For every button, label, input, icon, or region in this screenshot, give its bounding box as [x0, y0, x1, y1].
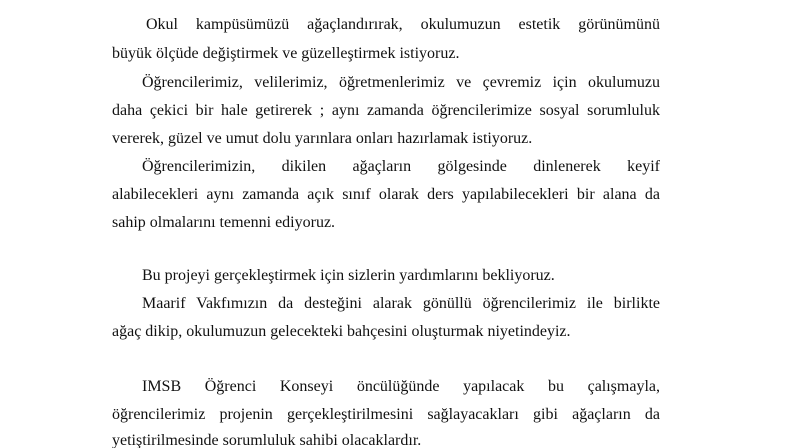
- paragraph-2-line-1: Öğrencilerimiz, velilerimiz, öğretmenlerimiz ve çevremiz için okulumuzu: [142, 74, 660, 91]
- paragraph-6-line-1: IMSB Öğrenci Konseyi öncülüğünde yapılacak bu çalışmayla,: [142, 378, 660, 395]
- paragraph-5-line-1: Maarif Vakfımızın da desteğini alarak gönüllü öğrencilerimiz ile birlikte: [142, 295, 660, 312]
- paragraph-3-line-1: Öğrencilerimizin, dikilen ağaçların gölgesinde dinlenerek keyif: [142, 158, 660, 175]
- paragraph-6-line-2: öğrencilerimiz projenin gerçekleştirilmesini sağlayacakları gibi ağaçların da: [112, 406, 660, 423]
- paragraph-2-line-3: vererek, güzel ve umut dolu yarınlara onları hazırlamak istiyoruz.: [112, 130, 533, 147]
- paragraph-1-line-1: Okul kampüsümüzü ağaçlandırırak, okulumuzun estetik görünümünü: [146, 16, 660, 33]
- paragraph-3-line-2: alabilecekleri aynı zamanda açık sınıf olarak ders yapılabilecekleri bir alana da: [112, 186, 660, 203]
- paragraph-3-line-3: sahip olmalarını temenni ediyoruz.: [112, 214, 336, 231]
- paragraph-1-line-2: büyük ölçüde değiştirmek ve güzelleştirmek istiyoruz.: [112, 45, 460, 62]
- paragraph-2-line-2: daha çekici bir hale getirerek ; aynı zamanda öğrencilerimize sosyal sorumluluk: [112, 102, 660, 119]
- paragraph-5-line-2: ağaç dikip, okulumuzun gelecekteki bahçesini oluşturmak niyetindeyiz.: [112, 323, 571, 340]
- paragraph-4-line-1: Bu projeyi gerçekleştirmek için sizlerin yardımlarını bekliyoruz.: [142, 267, 555, 284]
- paragraph-6-line-3: yetiştirilmesinde sorumluluk sahibi olacaklardır.: [112, 432, 422, 448]
